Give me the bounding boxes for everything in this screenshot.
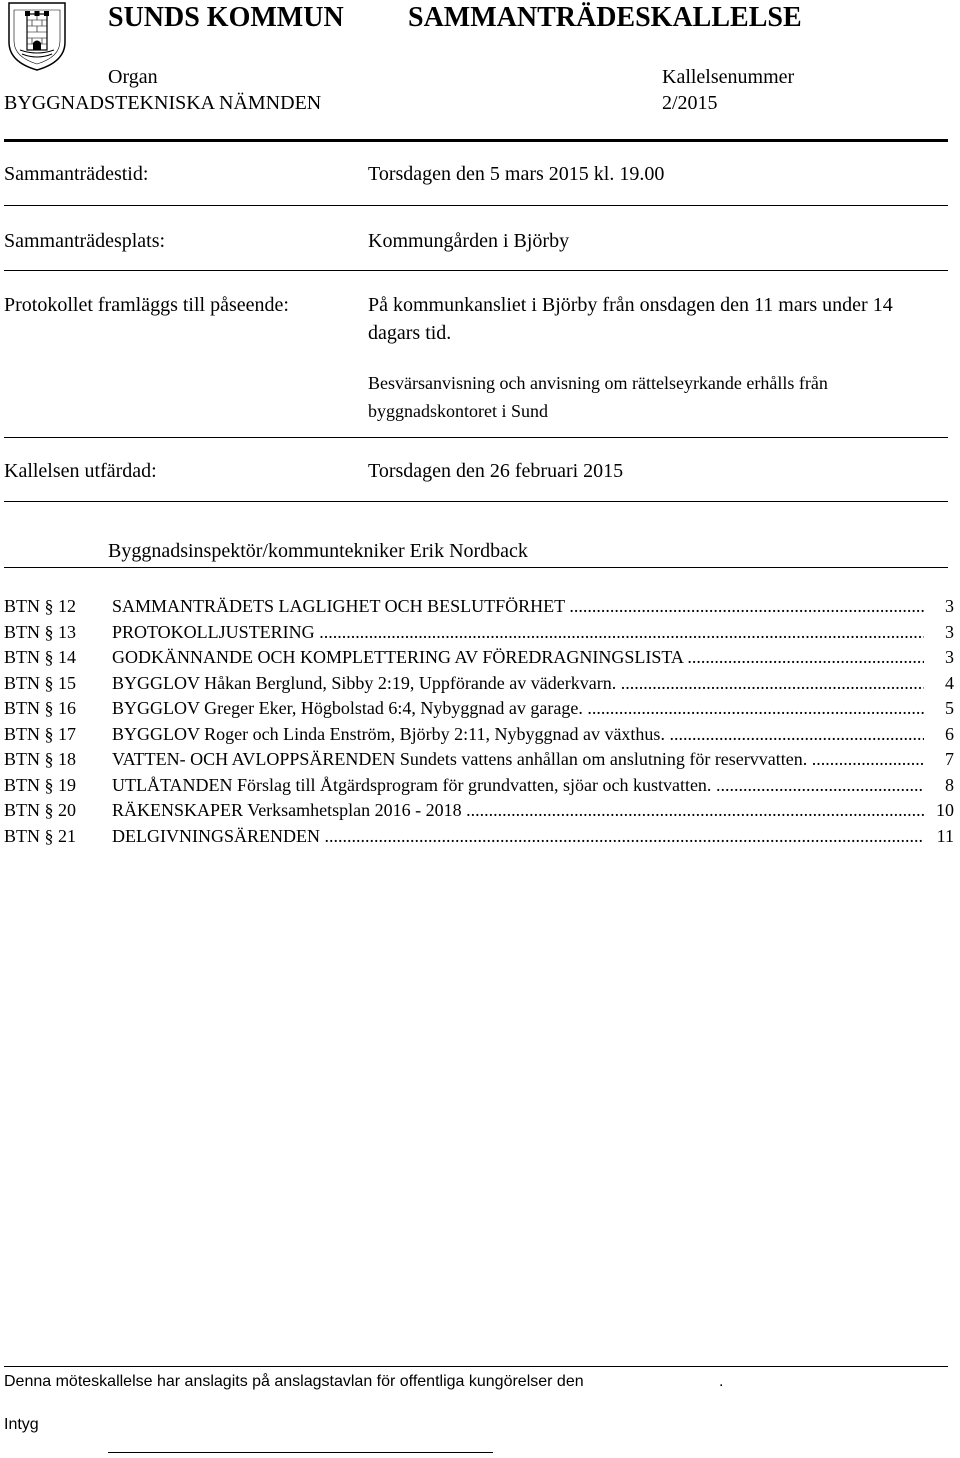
agenda-item-code: BTN § 12 <box>4 596 76 616</box>
appeal-instructions: Besvärsanvisning och anvisning om rättelseyrkande erhålls från byggnadskontoret i Sund <box>368 373 828 421</box>
signature-line <box>4 567 948 568</box>
agenda-item[interactable] <box>4 594 954 620</box>
agenda-item-code: BTN § 14 <box>4 647 76 667</box>
agenda-item[interactable] <box>4 645 954 671</box>
agenda-item-code: BTN § 21 <box>4 825 76 846</box>
agenda-item-page: 10 <box>934 798 954 823</box>
agenda-item[interactable] <box>4 824 954 850</box>
agenda-item[interactable] <box>4 620 954 646</box>
agenda-item-code: BTN § 15 <box>4 672 76 693</box>
agenda-item-title: VATTEN- OCH AVLOPPSÄRENDEN Sundets vattens anhållan om anslutning för reservvatten. ..... <box>112 747 924 772</box>
divider <box>4 501 948 502</box>
municipal-coat-of-arms-icon <box>6 0 68 72</box>
header-divider <box>4 139 948 142</box>
agenda-item-title: GODKÄNNANDE OCH KOMPLETTERING AV FÖREDRAGNINGSLISTA ..... <box>112 645 924 670</box>
divider <box>4 205 948 206</box>
agenda-item-code: BTN § 17 <box>4 723 76 744</box>
organ-value: BYGGNADSTEKNISKA NÄMNDEN <box>4 92 322 114</box>
agenda-item-title: BYGGLOV Håkan Berglund, Sibby 2:19, Uppförande av väderkvarn. ..... <box>112 671 924 696</box>
agenda-item-title: RÄKENSKAPER Verksamhetsplan 2016 - 2018 ..... <box>112 798 924 823</box>
posted-notice: Denna möteskallelse har anslagits på anslagstavlan för offentliga kungörelser den <box>4 1373 584 1390</box>
posted-notice-end: . <box>719 1373 724 1390</box>
agenda-item-title: BYGGLOV Greger Eker, Högbolstad 6:4, Nybyggnad av garage. ..... <box>112 696 924 721</box>
certify-label: Intyg <box>4 1416 39 1433</box>
agenda-item[interactable] <box>4 773 954 799</box>
agenda-item-page: 3 <box>943 645 954 670</box>
agenda-item-page: 6 <box>943 722 954 747</box>
meeting-time-value: Torsdagen den 5 mars 2015 kl. 19.00 <box>368 163 665 185</box>
issued-label: Kallelsen utfärdad: <box>4 460 157 482</box>
agenda-item-page: 4 <box>943 671 954 696</box>
divider <box>4 437 948 438</box>
agenda-item-page: 3 <box>943 620 954 645</box>
agenda-list <box>4 594 954 849</box>
divider <box>4 270 948 271</box>
meeting-time-label: Sammanträdestid: <box>4 163 149 185</box>
agenda-item-page: 3 <box>943 594 954 619</box>
agenda-item-title: BYGGLOV Roger och Linda Enström, Björby 2:11, Nybyggnad av växthus. ..... <box>112 722 924 747</box>
agenda-item-code: BTN § 19 <box>4 774 76 795</box>
agenda-item-code: BTN § 18 <box>4 749 76 769</box>
agenda-item[interactable] <box>4 747 954 773</box>
protocol-value: På kommunkansliet i Björby från onsdagen den 11 mars under 14 dagars tid. <box>368 294 893 344</box>
protocol-label: Protokollet framläggs till påseende: <box>4 294 289 316</box>
agenda-item[interactable] <box>4 671 954 697</box>
notice-number-value: 2/2015 <box>662 92 718 114</box>
agenda-item-page: 5 <box>943 696 954 721</box>
meeting-place-label: Sammanträdesplats: <box>4 230 166 252</box>
municipality-name: SUNDS KOMMUN <box>108 2 344 33</box>
agenda-item-code: BTN § 20 <box>4 800 76 820</box>
certify-signature-line <box>108 1452 493 1453</box>
agenda-item-page: 11 <box>935 824 954 849</box>
issued-value: Torsdagen den 26 februari 2015 <box>368 460 624 482</box>
meeting-place-value: Kommungården i Björby <box>368 230 570 252</box>
footer-divider <box>4 1366 948 1367</box>
agenda-item-page: 7 <box>943 747 954 772</box>
agenda-item-title: SAMMANTRÄDETS LAGLIGHET OCH BESLUTFÖRHET ..... <box>112 594 924 619</box>
agenda-item[interactable] <box>4 722 954 748</box>
agenda-item-code: BTN § 13 <box>4 621 76 642</box>
document-title: SAMMANTRÄDESKALLELSE <box>408 2 802 33</box>
agenda-item-title: UTLÅTANDEN Förslag till Åtgärdsprogram för grundvatten, sjöar och kustvatten. ..... <box>112 773 924 798</box>
notice-number-label: Kallelsenummer <box>662 66 795 88</box>
agenda-item-title: DELGIVNINGSÄRENDEN ..... <box>112 824 924 849</box>
agenda-item[interactable] <box>4 696 954 722</box>
agenda-item-title: PROTOKOLLJUSTERING ..... <box>112 620 924 645</box>
signatory: Byggnadsinspektör/kommuntekniker Erik Nordback <box>108 540 528 562</box>
agenda-item-code: BTN § 16 <box>4 698 76 718</box>
agenda-item-page: 8 <box>943 773 954 798</box>
agenda-item[interactable] <box>4 798 954 824</box>
organ-label: Organ <box>108 66 158 88</box>
